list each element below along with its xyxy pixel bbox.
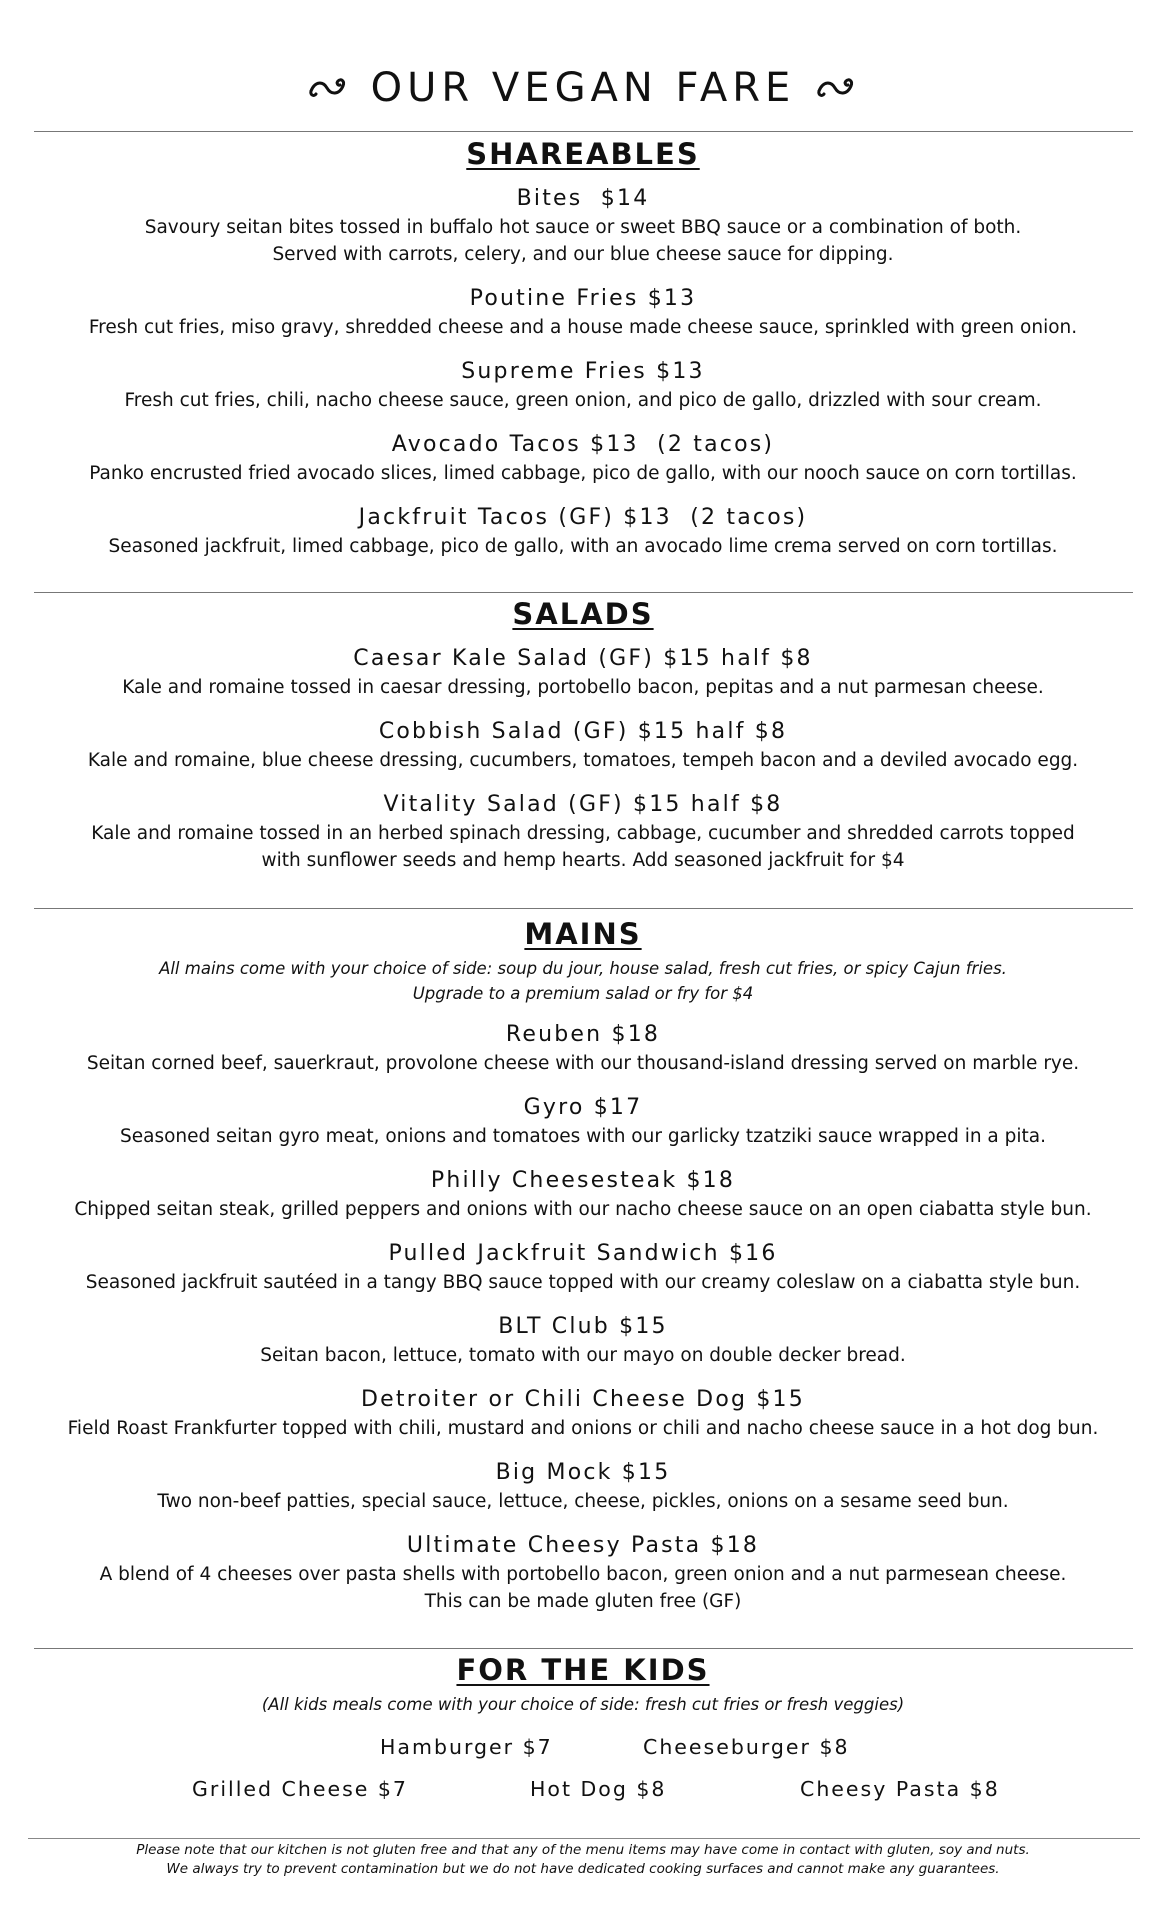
section-divider: [34, 131, 1133, 132]
menu-item: [0, 184, 1166, 268]
item-name: Poutine Fries $13: [469, 286, 697, 311]
item-name: Pulled Jackfruit Sandwich $16: [388, 1241, 778, 1266]
section-shareables: [0, 134, 1166, 560]
menu-item: [0, 1093, 1166, 1150]
menu-item: [0, 503, 1166, 560]
menu-item: [0, 1312, 1166, 1369]
section-divider: [34, 592, 1133, 593]
item-name: Supreme Fries $13: [461, 359, 705, 384]
item-description: Fresh cut fries, miso gravy, shredded cheese and a house made cheese sauce, sprinkled with green onion.: [88, 317, 1078, 338]
allergen-disclaimer: [0, 1841, 1166, 1879]
menu-item: [0, 717, 1166, 774]
item-name: Gyro $17: [523, 1095, 643, 1120]
section-kids: [0, 1650, 1166, 1717]
kids-item: Hamburger $7: [380, 1735, 553, 1759]
section-note: (All kids meals come with your choice of side: fresh cut fries or fresh veggies): [261, 1695, 905, 1714]
section-mains: [0, 914, 1166, 1615]
item-name: Vitality Salad (GF) $15 half $8: [383, 792, 783, 817]
item-name: Cobbish Salad (GF) $15 half $8: [378, 719, 788, 744]
kids-menu-row: [0, 1735, 1166, 1765]
item-description: Two non-beef patties, special sauce, lettuce, cheese, pickles, onions on a sesame seed bun.: [157, 1491, 1009, 1512]
item-description: Seasoned jackfruit, limed cabbage, pico de gallo, with an avocado lime crema served on corn tortillas.: [108, 536, 1058, 557]
item-name: Detroiter or Chili Cheese Dog $15: [361, 1387, 805, 1412]
menu-item: [0, 1166, 1166, 1223]
item-name: Ultimate Cheesy Pasta $18: [406, 1533, 760, 1558]
scroll-flourish-icon: [307, 75, 351, 101]
menu-item: [0, 1020, 1166, 1077]
item-description: Seitan bacon, lettuce, tomato with our mayo on double decker bread.: [260, 1345, 906, 1366]
item-description: Panko encrusted fried avocado slices, limed cabbage, pico de gallo, with our nooch sauce on corn tortillas.: [89, 463, 1077, 484]
item-description: Field Roast Frankfurter topped with chili, mustard and onions or chili and nacho cheese sauce in a hot dog bun.: [67, 1418, 1099, 1439]
item-description: Served with carrots, celery, and our blue cheese sauce for dipping.: [272, 244, 894, 265]
kids-item: Hot Dog $8: [530, 1777, 667, 1801]
section-divider: [34, 908, 1133, 909]
kids-item: Cheesy Pasta $8: [800, 1777, 1000, 1801]
section-title: MAINS: [524, 917, 642, 951]
item-description: Seitan corned beef, sauerkraut, provolone cheese with our thousand-island dressing served on marble rye.: [86, 1053, 1080, 1074]
item-name: Avocado Tacos $13 (2 tacos): [391, 432, 775, 457]
item-description: Seasoned jackfruit sautéed in a tangy BBQ sauce topped with our creamy coleslaw on a ciabatta style bun.: [85, 1272, 1081, 1293]
item-name: Jackfruit Tacos (GF) $13 (2 tacos): [358, 505, 808, 530]
menu-item: [0, 790, 1166, 874]
section-title: SALADS: [512, 597, 654, 631]
item-description: A blend of 4 cheeses over pasta shells with portobello bacon, green onion and a nut parmesean cheese.: [99, 1564, 1067, 1585]
item-description: Seasoned seitan gyro meat, onions and tomatoes with our garlicky tzatziki sauce wrapped in a pita.: [119, 1126, 1047, 1147]
scroll-flourish-icon: [815, 75, 859, 101]
kids-item: Grilled Cheese $7: [192, 1777, 408, 1801]
item-description: Kale and romaine tossed in caesar dressing, portobello bacon, pepitas and a nut parmesan cheese.: [122, 677, 1044, 698]
item-description: Fresh cut fries, chili, nacho cheese sauce, green onion, and pico de gallo, drizzled with sour cream.: [124, 390, 1042, 411]
item-name: BLT Club $15: [498, 1314, 668, 1339]
item-name: Philly Cheesesteak $18: [430, 1168, 736, 1193]
item-name: Big Mock $15: [495, 1460, 671, 1485]
item-name: Bites $14: [516, 186, 650, 211]
kids-item: Cheeseburger $8: [643, 1735, 850, 1759]
item-name: Reuben $18: [505, 1022, 661, 1047]
item-name: Caesar Kale Salad (GF) $15 half $8: [353, 646, 813, 671]
menu-item: [0, 1385, 1166, 1442]
menu-item: [0, 284, 1166, 341]
section-note: All mains come with your choice of side: soup du jour, house salad, fresh cut fries, or spicy Cajun fries.: [159, 959, 1007, 978]
item-description: Kale and romaine, blue cheese dressing, cucumbers, tomatoes, tempeh bacon and a deviled avocado egg.: [87, 750, 1079, 771]
section-divider: [34, 1648, 1133, 1649]
item-description: Savoury seitan bites tossed in buffalo hot sauce or sweet BBQ sauce or a combination of both.: [144, 217, 1022, 238]
item-description: Chipped seitan steak, grilled peppers and onions with our nacho cheese sauce on an open ciabatta style bun.: [74, 1199, 1092, 1220]
disclaimer-line: We always try to prevent contamination but we do not have dedicated cooking surfaces and cannot make any guarantees.: [166, 1861, 1000, 1877]
menu-item: [0, 644, 1166, 701]
menu-item: [0, 1458, 1166, 1515]
menu-title: OUR VEGAN FARE: [370, 64, 796, 111]
disclaimer-line: Please note that our kitchen is not gluten free and that any of the menu items may have come in contact with gluten, soy and nuts.: [136, 1842, 1030, 1858]
menu-title-row: [0, 65, 1166, 111]
menu-item: [0, 430, 1166, 487]
menu-item: [0, 1239, 1166, 1296]
menu-item: [0, 357, 1166, 414]
menu-item: [0, 1531, 1166, 1615]
kids-menu-row: [0, 1777, 1166, 1807]
item-description: with sunflower seeds and hemp hearts. Add seasoned jackfruit for $4: [261, 850, 905, 871]
section-title: FOR THE KIDS: [456, 1653, 710, 1687]
item-description: Kale and romaine tossed in an herbed spinach dressing, cabbage, cucumber and shredded carrots topped: [91, 823, 1075, 844]
item-description: This can be made gluten free (GF): [424, 1591, 742, 1612]
section-salads: [0, 594, 1166, 874]
section-title: SHAREABLES: [466, 137, 700, 171]
section-note: Upgrade to a premium salad or fry for $4: [412, 984, 754, 1003]
footer-divider: [28, 1838, 1140, 1839]
